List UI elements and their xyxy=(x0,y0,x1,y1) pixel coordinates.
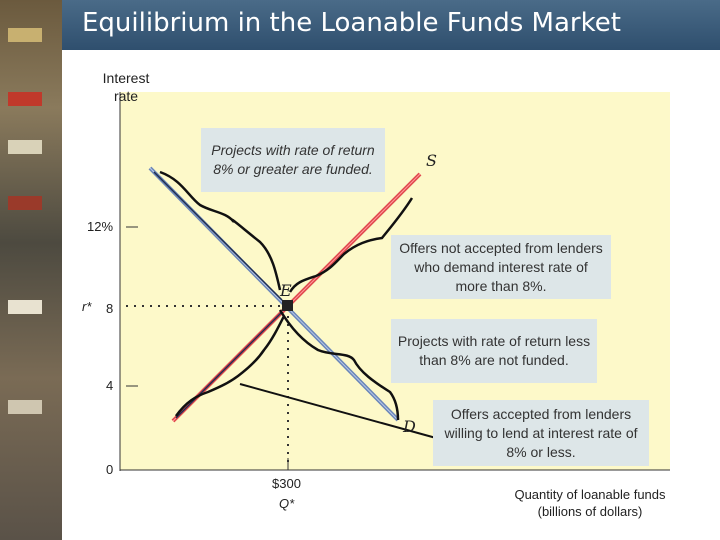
supply-accepted-segment xyxy=(176,312,282,418)
x-axis-title-line2: (billions of dollars) xyxy=(537,504,643,519)
y-tick-label-8: 8 xyxy=(106,301,114,316)
y-tick-label-0: 0 xyxy=(106,462,114,477)
r-star-label: r* xyxy=(82,299,92,314)
x-axis-title-line1: Quantity of loanable funds xyxy=(514,487,666,502)
callout-projects-not-funded: Projects with rate of return less than 8% are not funded. xyxy=(391,319,597,383)
equilibrium-label: E xyxy=(280,281,292,300)
callout-projects-funded: Projects with rate of return 8% or greater are funded. xyxy=(201,128,385,192)
y-axis-title: Interest rate xyxy=(102,70,150,104)
x-tick-label-300: $300 xyxy=(272,476,301,491)
demand-label: D xyxy=(403,417,416,436)
q-star-label: Q* xyxy=(279,496,295,511)
slide-title: Equilibrium in the Loanable Funds Market xyxy=(82,8,621,38)
supply-label: S xyxy=(426,151,437,170)
callout-offers-not-accepted: Offers not accepted from lenders who demand interest rate of more than 8%. xyxy=(391,235,611,299)
x-axis-title xyxy=(500,486,680,520)
equilibrium-point xyxy=(282,300,293,311)
callout-offers-accepted: Offers accepted from lenders willing to lend at interest rate of 8% or less. xyxy=(433,400,649,466)
y-tick-label-4: 4 xyxy=(106,378,114,393)
y-tick-label-12: 12% xyxy=(87,219,114,234)
